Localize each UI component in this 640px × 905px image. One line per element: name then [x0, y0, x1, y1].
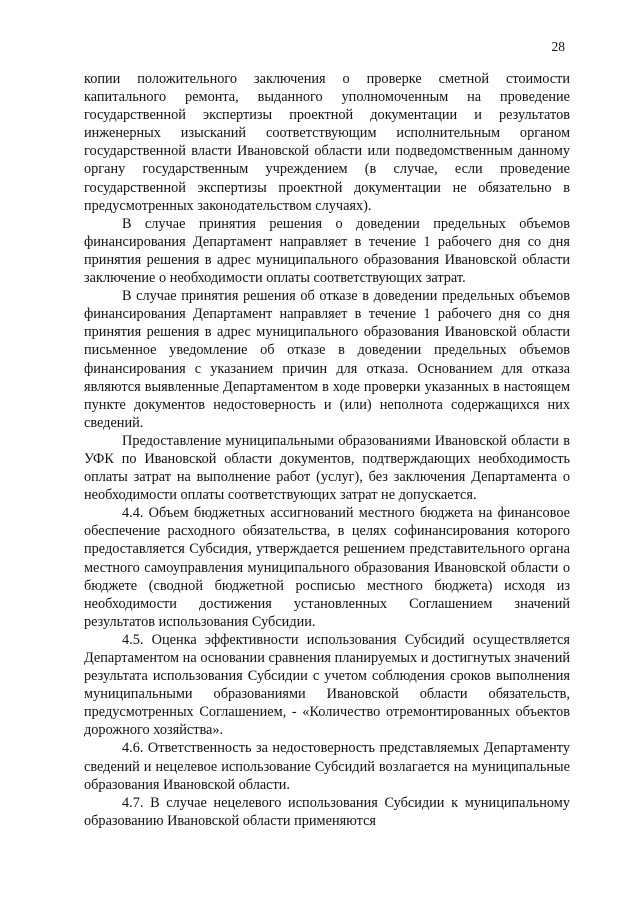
paragraph-funding-decision: В случае принятия решения о доведении предельных объемов финансирования Департамент направляет в течение 1 рабочего дня со дня принятия решения в адрес муниципального образования Ивановской области заключение о необходимости оплаты соответствующих затрат. [84, 215, 570, 287]
paragraph-copies-of-conclusion: копии положительного заключения о проверке сметной стоимости капитального ремонта, выданного уполномоченным на проведение государственной экспертизы проектной документации и результатов инженерных изысканий соответствующим исполнительным органом государственной власти Ивановской области или подведомственным данному органу государственным учреждением (в случае, если проведение государственной экспертизы проектной документации не обязательно в предусмотренных законодательством случаях). [84, 71, 570, 214]
document-body [84, 70, 570, 830]
paragraph-4-6: 4.6. Ответственность за недостоверность представляемых Департаменту сведений и нецелевое использование Субсидий возлагается на муниципальные образования Ивановской области. [84, 740, 570, 793]
paragraph-funding-refusal: В случае принятия решения об отказе в доведении предельных объемов финансирования Департамент направляет в течение 1 рабочего дня со дня принятия решения в адрес муниципального образования Ивановской области письменное уведомление об отказе в доведении предельных объемов финансирования с указанием причин для отказа. Основанием для отказа являются выявленные Департаментом в ходе проверки указанных в настоящем пункте документов недостоверность и (или) неполнота содержащихся них сведений. [84, 288, 570, 431]
paragraph-ufk-documents: Предоставление муниципальными образованиями Ивановской области в УФК по Ивановской области документов, подтверждающих необходимость оплаты затрат на выполнение работ (услуг), без заключения Департамента о необходимости оплаты соответствующих затрат не допускается. [84, 432, 570, 504]
paragraph-4-4: 4.4. Объем бюджетных ассигнований местного бюджета на финансовое обеспечение расходного обязательства, в целях софинансирования которого предоставляется Субсидия, утверждается решением представительного органа местного самоуправления муниципального образования Ивановской области о бюджете (сводной бюджетной росписью местного бюджета) исходя из необходимости достижения установленных Соглашением значений результатов использования Субсидии. [84, 505, 570, 630]
paragraph-4-5: 4.5. Оценка эффективности использования Субсидий осуществляется Департаментом на основании сравнения планируемых и достигнутых значений результата использования Субсидии с учетом соблюдения сроков выполнения муниципальными образованиями Ивановской области обязательств, предусмотренных Соглашением, - «Количество отремонтированных объектов дорожного хозяйства». [84, 631, 570, 739]
page-number: 28 [551, 39, 565, 54]
paragraph-4-7: 4.7. В случае нецелевого использования Субсидии к муниципальному образованию Ивановской области применяются [84, 794, 570, 829]
